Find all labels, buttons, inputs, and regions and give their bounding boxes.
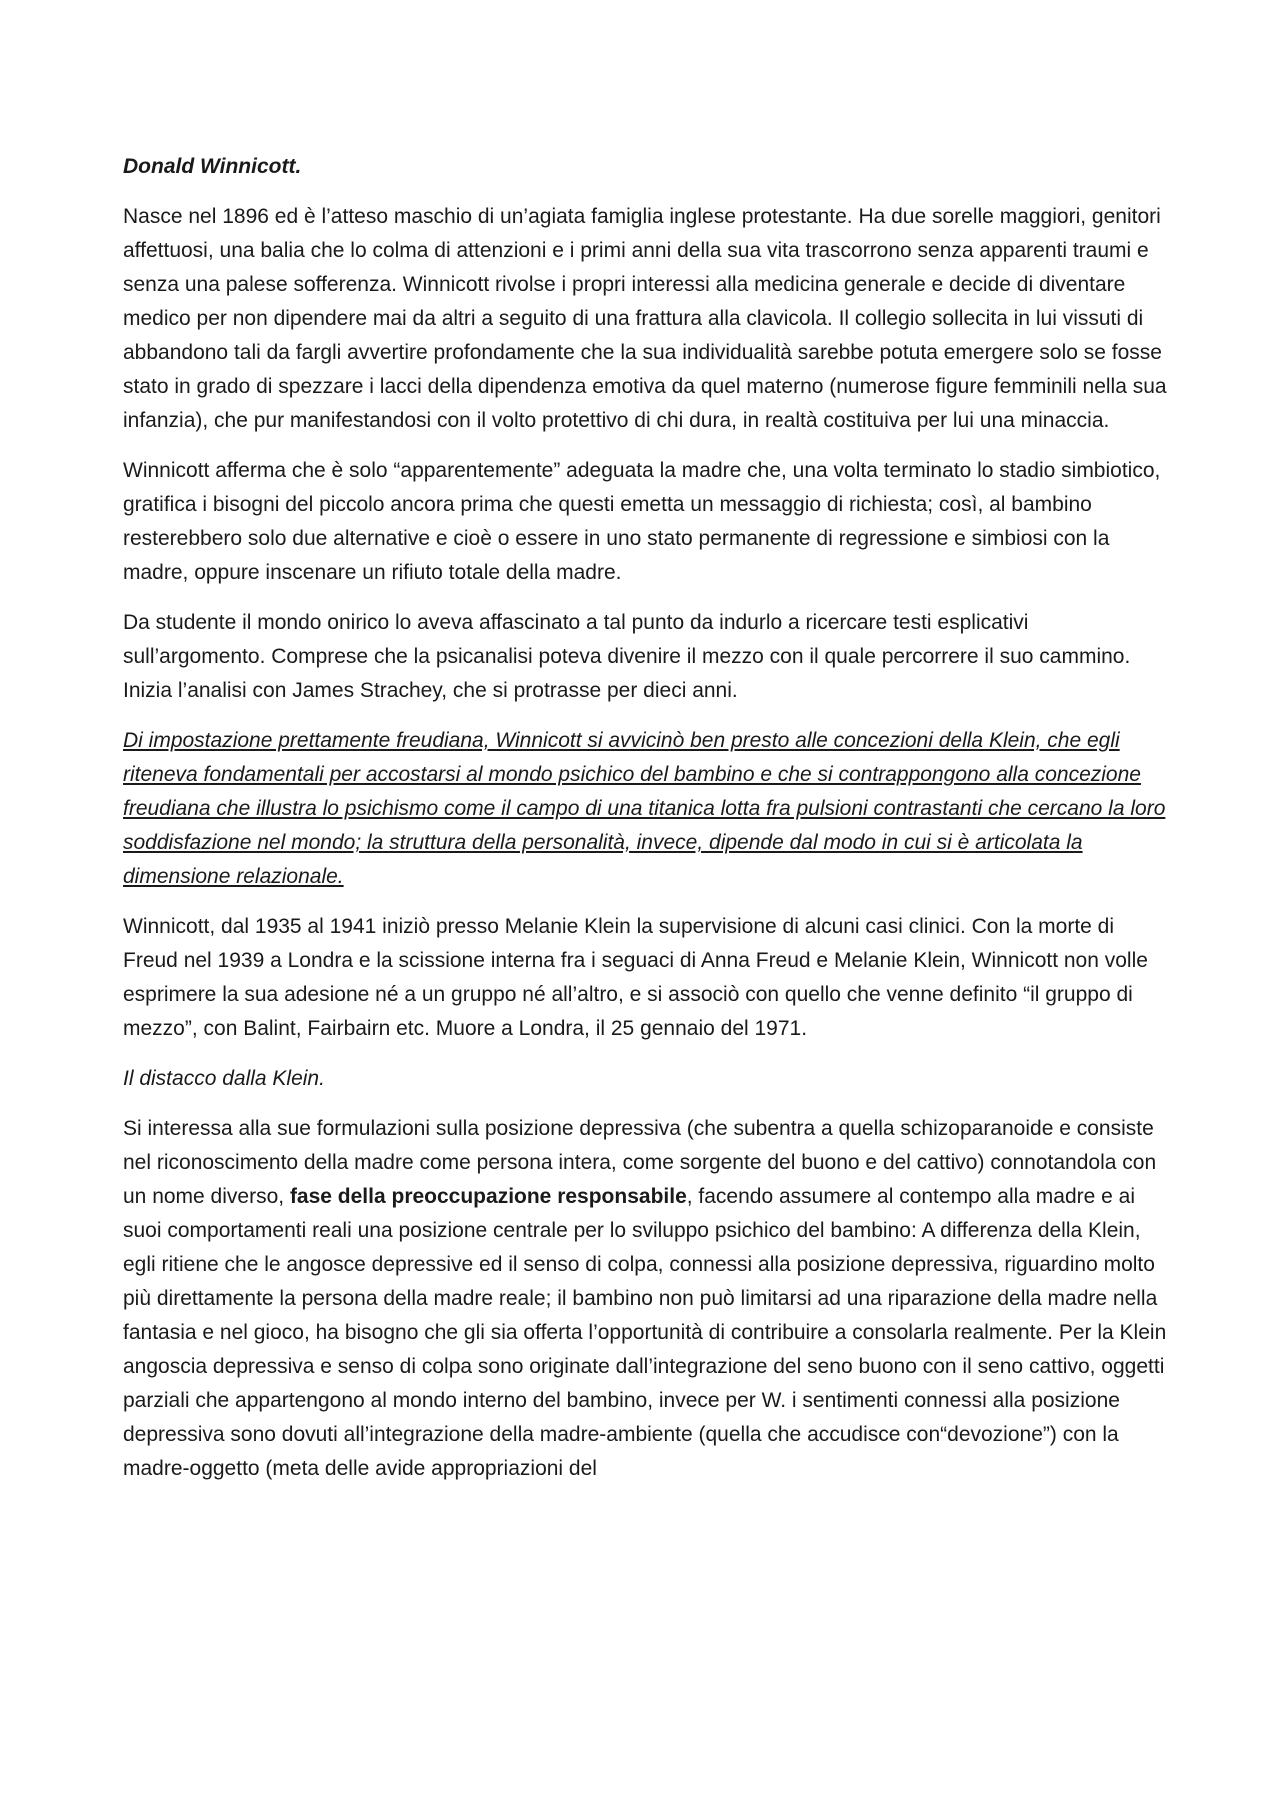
paragraph-depressive-position [123, 1112, 1168, 1486]
paragraph-student-years: Da studente il mondo onirico lo aveva affascinato a tal punto da indurlo a ricercare testi esplicativi sull’argomento. Comprese che la psicanalisi poteva divenire il mezzo con il quale percorrere il suo cammino. Inizia l’analisi con James Strachey, che si protrasse per dieci anni. [123, 611, 1131, 702]
paragraph-freudian-approach: Di impostazione prettamente freudiana, Winnicott si avvicinò ben presto alle concezioni della Klein, che egli riteneva fondamentali per accostarsi al mondo psichico del bambino e che si contrappongono alla concezione freudiana che illustra lo psichismo come il campo di una titanica lotta fra pulsioni contrastanti che cercano la loro soddisfazione nel mondo; la struttura della personalità, invece, dipende dal modo in cui si è articolata la dimensione relazionale. [123, 729, 1166, 888]
paragraph-mother-adequacy: Winnicott afferma che è solo “apparentemente” adeguata la madre che, una volta terminato lo stadio simbiotico, gratifica i bisogni del piccolo ancora prima che questi emetta un messaggio di richiesta; così, al bambino resterebbero solo due alternative e cioè o essere in uno stato permanente di regressione e simbiosi con la madre, oppure inscenare un rifiuto totale della madre. [123, 459, 1161, 584]
paragraph-text-before: Si interessa alla sue formulazioni sulla posizione depressiva (che subentra a quella schizoparanoide e consiste nel riconoscimento della madre come persona intera, come sorgente del buono e del cattivo) connotandola con un nome diverso, [123, 1117, 1157, 1208]
paragraph-text-after: , facendo assumere al contempo alla madre e ai suoi comportamenti reali una posizione centrale per lo sviluppo psichico del bambino: A differenza della Klein, egli ritiene che le angosce depressive ed il senso di colpa, connessi alla posizione depressiva, riguardino molto più direttamente la persona della madre reale; il bambino non può limitarsi ad una riparazione della madre nella fantasia e nel gioco, ha bisogno che gli sia offerta l’opportunità di contribuire a consolarla realmente. Per la Klein angoscia depressiva e senso di colpa sono originate dall’integrazione del seno buono con il seno cattivo, oggetti parziali che appartengono al mondo interno del bambino, invece per W. i sentimenti connessi alla posizione depressiva sono dovuti all’integrazione della madre-ambiente (quella che accudisce con“devozione”) con la madre-oggetto (meta delle avide appropriazioni del [123, 1185, 1167, 1480]
paragraph-biography: Nasce nel 1896 ed è l’atteso maschio di un’agiata famiglia inglese protestante. Ha due sorelle maggiori, genitori affettuosi, una balia che lo colma di attenzioni e i primi anni della sua vita trascorrono senza apparenti traumi e senza una palese sofferenza. Winnicott rivolse i propri interessi alla medicina generale e decide di diventare medico per non dipendere mai da altri a seguito di una frattura alla clavicola. Il collegio sollecita in lui vissuti di abbandono tali da fargli avvertire profondamente che la sua individualità sarebbe potuta emergere solo se fosse stato in grado di spezzare i lacci della dipendenza emotiva da quel materno (numerose figure femminili nella sua infanzia), che pur manifestandosi con il volto protettivo di chi dura, in realtà costituiva per lui una minaccia. [123, 205, 1167, 432]
section-subtitle: Il distacco dalla Klein. [123, 1067, 325, 1090]
bold-term: fase della preoccupazione responsabile [289, 1185, 687, 1208]
paragraph-klein-supervision: Winnicott, dal 1935 al 1941 iniziò presso Melanie Klein la supervisione di alcuni casi clinici. Con la morte di Freud nel 1939 a Londra e la scissione interna fra i seguaci di Anna Freud e Melanie Klein, Winnicott non volle esprimere la sua adesione né a un gruppo né all’altro, e si associò con quello che venne definito “il gruppo di mezzo”, con Balint, Fairbairn etc. Muore a Londra, il 25 gennaio del 1971. [123, 915, 1148, 1040]
document-page [123, 150, 1168, 1502]
document-title: Donald Winnicott. [123, 155, 302, 178]
